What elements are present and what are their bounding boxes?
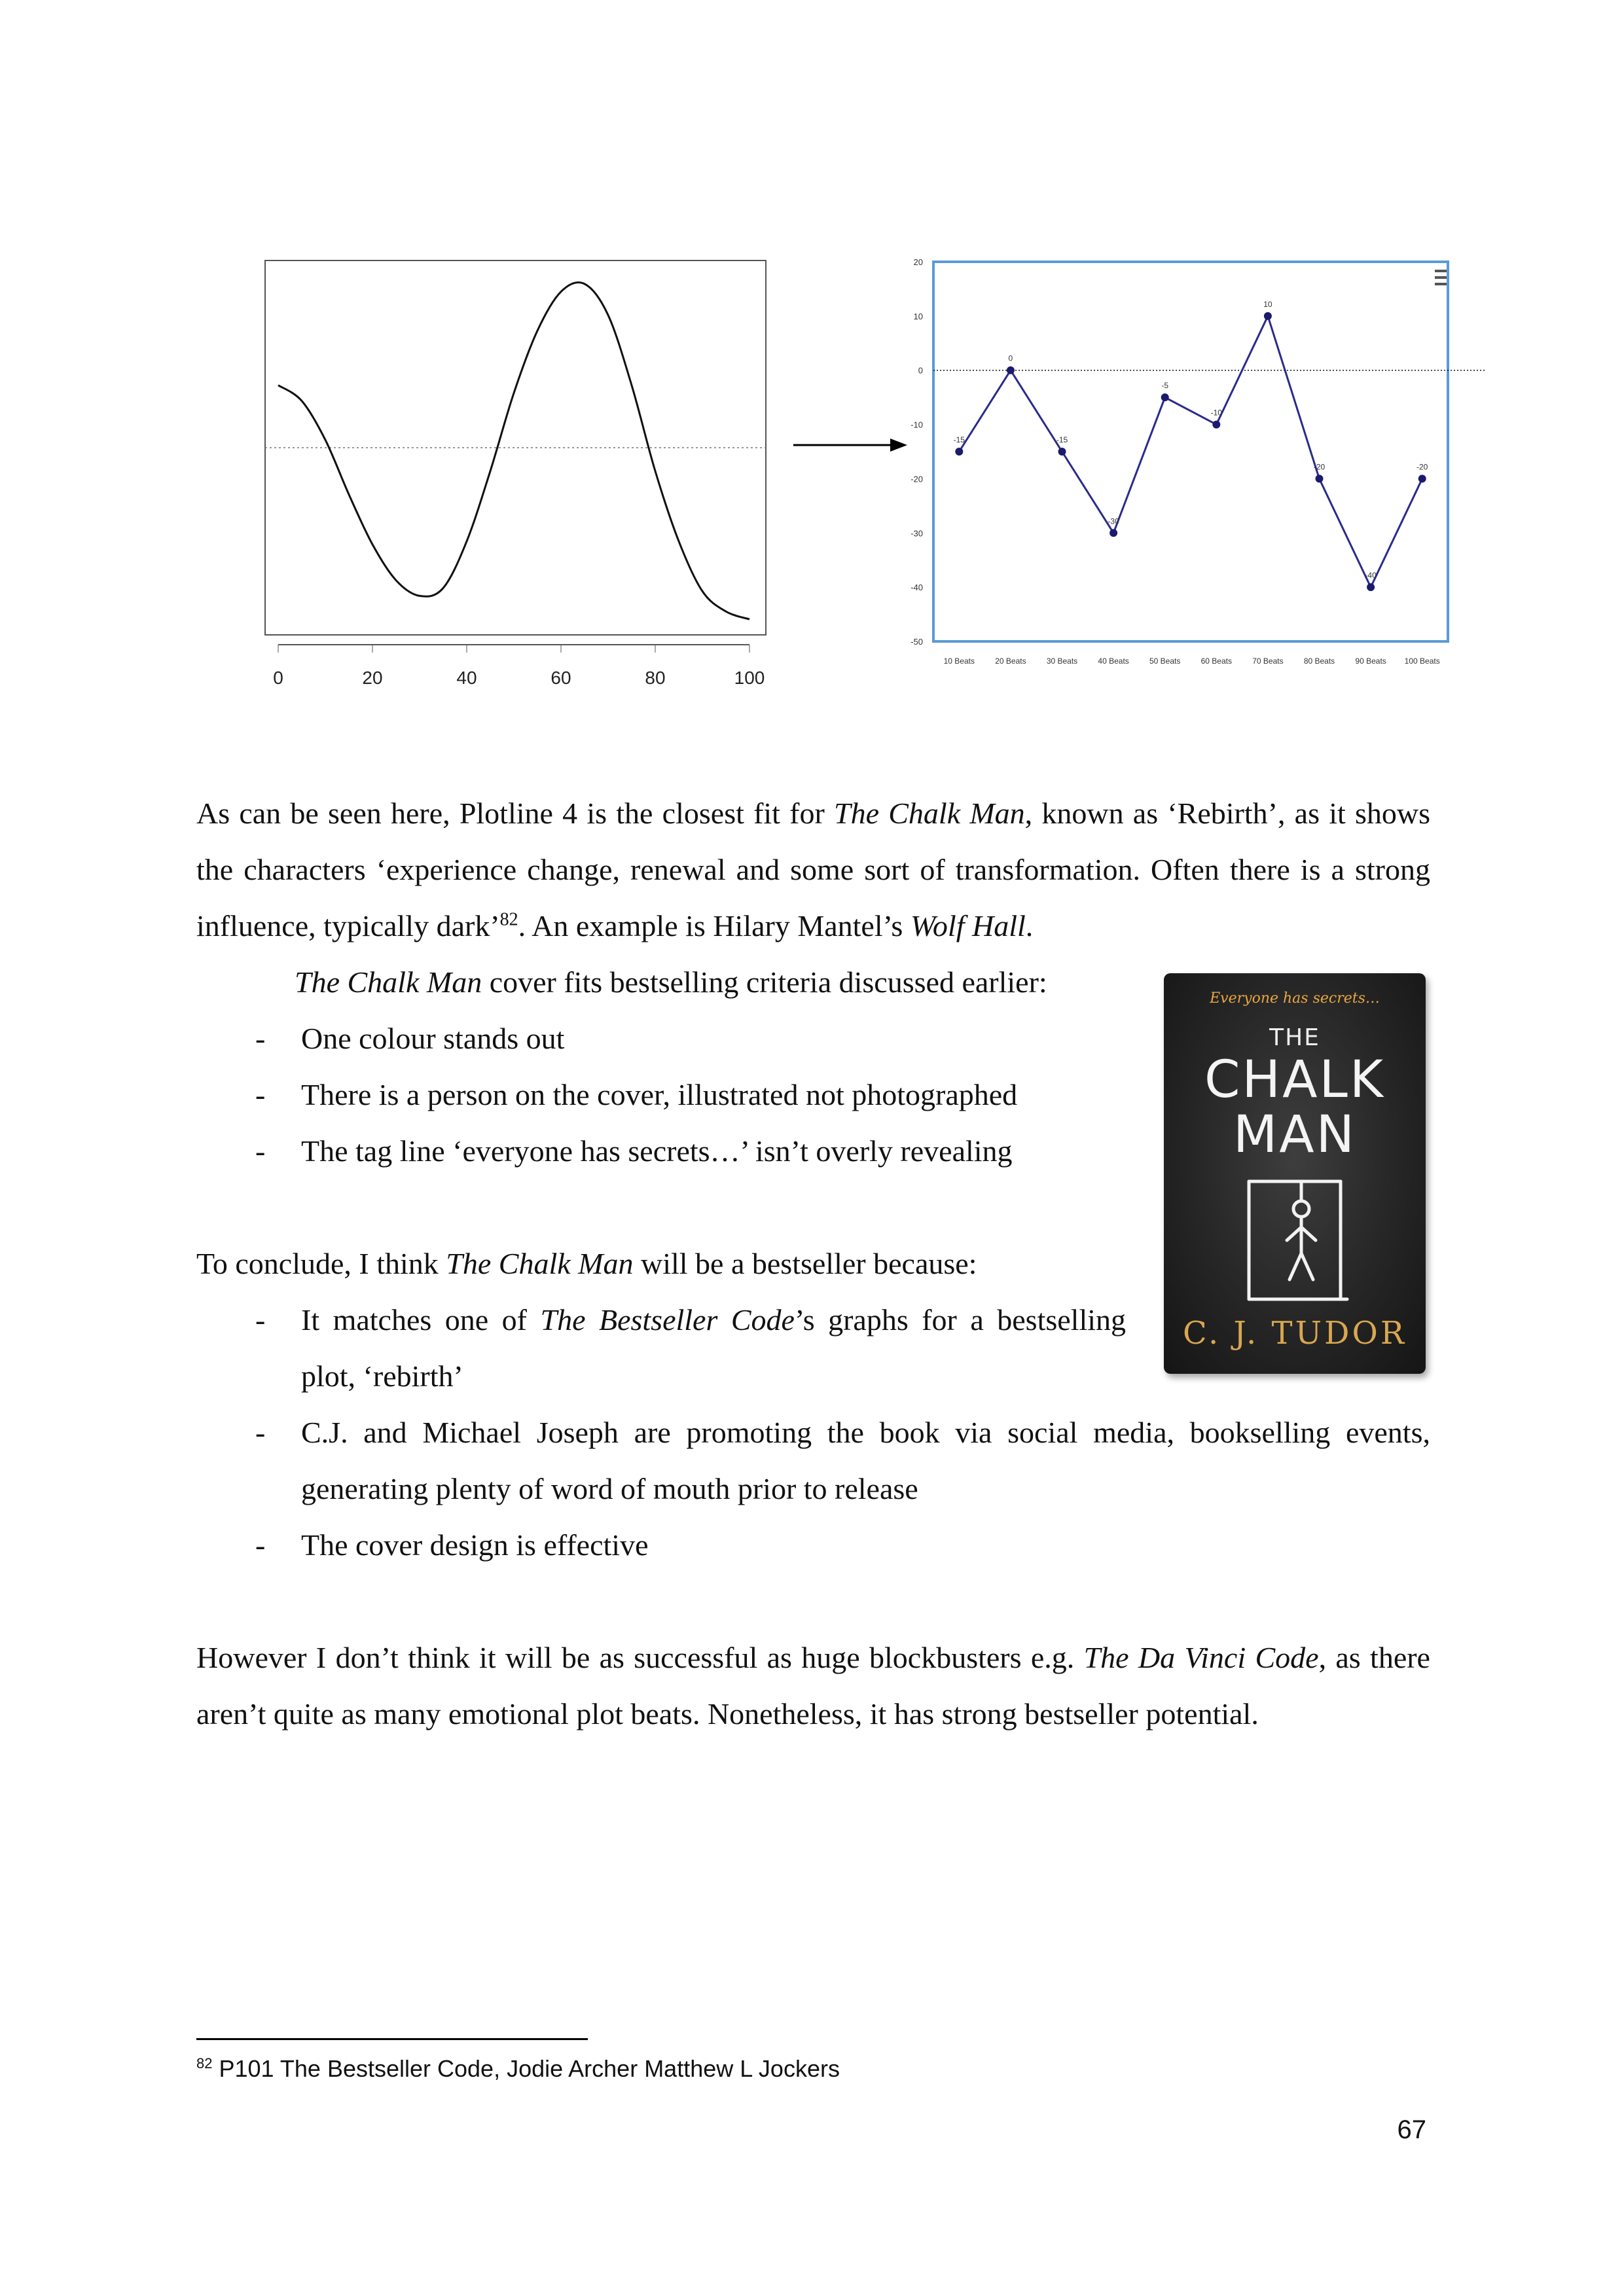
cover-tagline: Everyone has secrets…: [1210, 990, 1380, 1007]
x-tick-label: 20: [362, 668, 383, 688]
criteria-text: The tag line ‘everyone has secrets…’ isn’t overly revealing: [301, 1134, 1013, 1168]
text-span: , known as ‘Rebirth’, as it shows the characters ‘experience change, renewal and some sort of transformation. Often there is a strong influence, typically dark’: [196, 797, 1430, 942]
data-point: [1110, 529, 1117, 537]
criteria-item: [196, 1011, 1126, 1067]
criteria-text: There is a person on the cover, illustrated not photographed: [301, 1078, 1018, 1111]
list-dash: -: [255, 1528, 266, 1562]
list-dash: -: [255, 1078, 266, 1111]
text-span: It matches one of: [301, 1303, 541, 1336]
paragraph-cover-intro: [196, 954, 1126, 1011]
y-tick-label: 20: [913, 257, 923, 267]
page-number: 67: [1397, 2115, 1426, 2144]
y-tick-label: 0: [918, 365, 923, 376]
x-tick-label: 10 Beats: [943, 656, 975, 666]
data-label: -20: [1313, 462, 1326, 472]
text-span: . An example is Hilary Mantel’s: [518, 909, 911, 942]
paragraph-however: [196, 1630, 1430, 1742]
hamburger-menu-icon[interactable]: [1435, 270, 1447, 285]
text-span: To conclude, I think: [196, 1247, 446, 1280]
data-label: -20: [1416, 462, 1428, 472]
y-tick-label: -30: [911, 528, 923, 539]
x-tick-label: 0: [273, 668, 283, 688]
data-point: [1058, 448, 1066, 456]
y-tick-label: -40: [911, 583, 923, 593]
text-span: will be a bestseller because:: [633, 1247, 977, 1280]
reason-text: C.J. and Michael Joseph are promoting the book via social media, bookselling events, generating plenty of word of mouth prior to release: [301, 1416, 1430, 1505]
data-point: [1007, 367, 1015, 374]
x-tick-label: 20 Beats: [995, 656, 1026, 666]
series-line: [959, 316, 1422, 587]
data-point: [1264, 312, 1272, 320]
x-tick-label: 100: [734, 668, 765, 688]
series-line: [278, 282, 749, 619]
x-tick-label: 80: [645, 668, 666, 688]
criteria-item: [196, 1067, 1126, 1123]
text-span: cover fits bestselling criteria discussed earlier:: [482, 965, 1047, 999]
list-dash: -: [255, 1416, 266, 1449]
x-tick-label: 60: [550, 668, 571, 688]
book-title: The Bestseller Code: [540, 1303, 795, 1336]
x-tick-label: 70 Beats: [1252, 656, 1284, 666]
list-dash: -: [255, 1022, 266, 1055]
text-span: As can be seen here, Plotline 4 is the closest fit for: [196, 797, 835, 830]
cover-title-line2: MAN: [1233, 1105, 1356, 1164]
data-label: -40: [1365, 571, 1377, 581]
text-span: However I don’t think it will be as successful as huge blockbusters e.g.: [196, 1641, 1084, 1674]
data-point: [1418, 475, 1426, 482]
data-point: [1212, 421, 1220, 429]
text-span: , as there aren’t quite as many emotional plot beats. Nonetheless, it has strong bestseller potential.: [196, 1641, 1430, 1731]
paragraph-conclusion: [196, 1236, 1126, 1292]
y-tick-label: -50: [911, 637, 923, 647]
data-label: 10: [1263, 299, 1272, 309]
y-tick-label: -20: [911, 474, 923, 484]
data-point: [955, 448, 963, 456]
data-point: [1316, 475, 1324, 482]
book-title: The Chalk Man: [295, 965, 482, 999]
plotline-4-chart: [249, 242, 785, 700]
data-point: [1161, 393, 1169, 401]
reason-item: [196, 1405, 1430, 1517]
data-label: -15: [953, 435, 965, 444]
book-title: The Chalk Man: [446, 1247, 634, 1280]
x-tick-label: 50 Beats: [1149, 656, 1181, 666]
cover-title-prefix: THE: [1269, 1024, 1320, 1051]
x-tick-label: 100 Beats: [1404, 656, 1440, 666]
reason-item: [196, 1292, 1126, 1405]
reason-item: [196, 1517, 1430, 1573]
criteria-item: [196, 1123, 1126, 1179]
data-label: -15: [1056, 435, 1068, 444]
text-span: .: [1025, 909, 1034, 942]
list-dash: -: [255, 1134, 266, 1168]
footnote-reference[interactable]: 82: [499, 909, 518, 930]
footnote-separator: [196, 2038, 588, 2040]
footnote: [196, 2055, 840, 2083]
arrow-icon: [792, 432, 910, 458]
cover-title-line1: CHALK: [1204, 1050, 1386, 1109]
chalk-man-beats-chart: [897, 242, 1486, 700]
cover-author: C. J. TUDOR: [1182, 1315, 1407, 1352]
book-cover-image: [1164, 973, 1426, 1374]
x-tick-label: 90 Beats: [1355, 656, 1386, 666]
y-tick-label: 10: [913, 311, 923, 321]
footnote-number: 82: [196, 2055, 213, 2072]
book-title: The Chalk Man: [834, 797, 1025, 830]
data-point: [1367, 583, 1375, 591]
data-label: 0: [1008, 353, 1013, 363]
x-tick-label: 30 Beats: [1046, 656, 1078, 666]
reason-text: The cover design is effective: [301, 1528, 649, 1562]
chalk-hangman-drawing: [1229, 1175, 1360, 1306]
text-span: ’s graphs for a bestselling plot, ‘rebirth’: [301, 1303, 1127, 1393]
x-tick-label: 40: [456, 668, 477, 688]
book-title: Wolf Hall: [910, 909, 1026, 942]
book-title: The Da Vinci Code: [1083, 1641, 1319, 1674]
list-dash: -: [255, 1303, 266, 1336]
y-tick-label: -10: [911, 420, 923, 430]
data-label: -30: [1108, 516, 1119, 526]
data-label: -5: [1161, 381, 1169, 391]
paragraph-plotline: [196, 785, 1430, 954]
footnote-text: P101 The Bestseller Code, Jodie Archer Matthew L Jockers: [212, 2055, 840, 2082]
x-tick-label: 80 Beats: [1303, 656, 1335, 666]
data-label: -10: [1210, 408, 1222, 418]
criteria-text: One colour stands out: [301, 1022, 565, 1055]
x-tick-label: 40 Beats: [1098, 656, 1129, 666]
x-tick-label: 60 Beats: [1200, 656, 1232, 666]
